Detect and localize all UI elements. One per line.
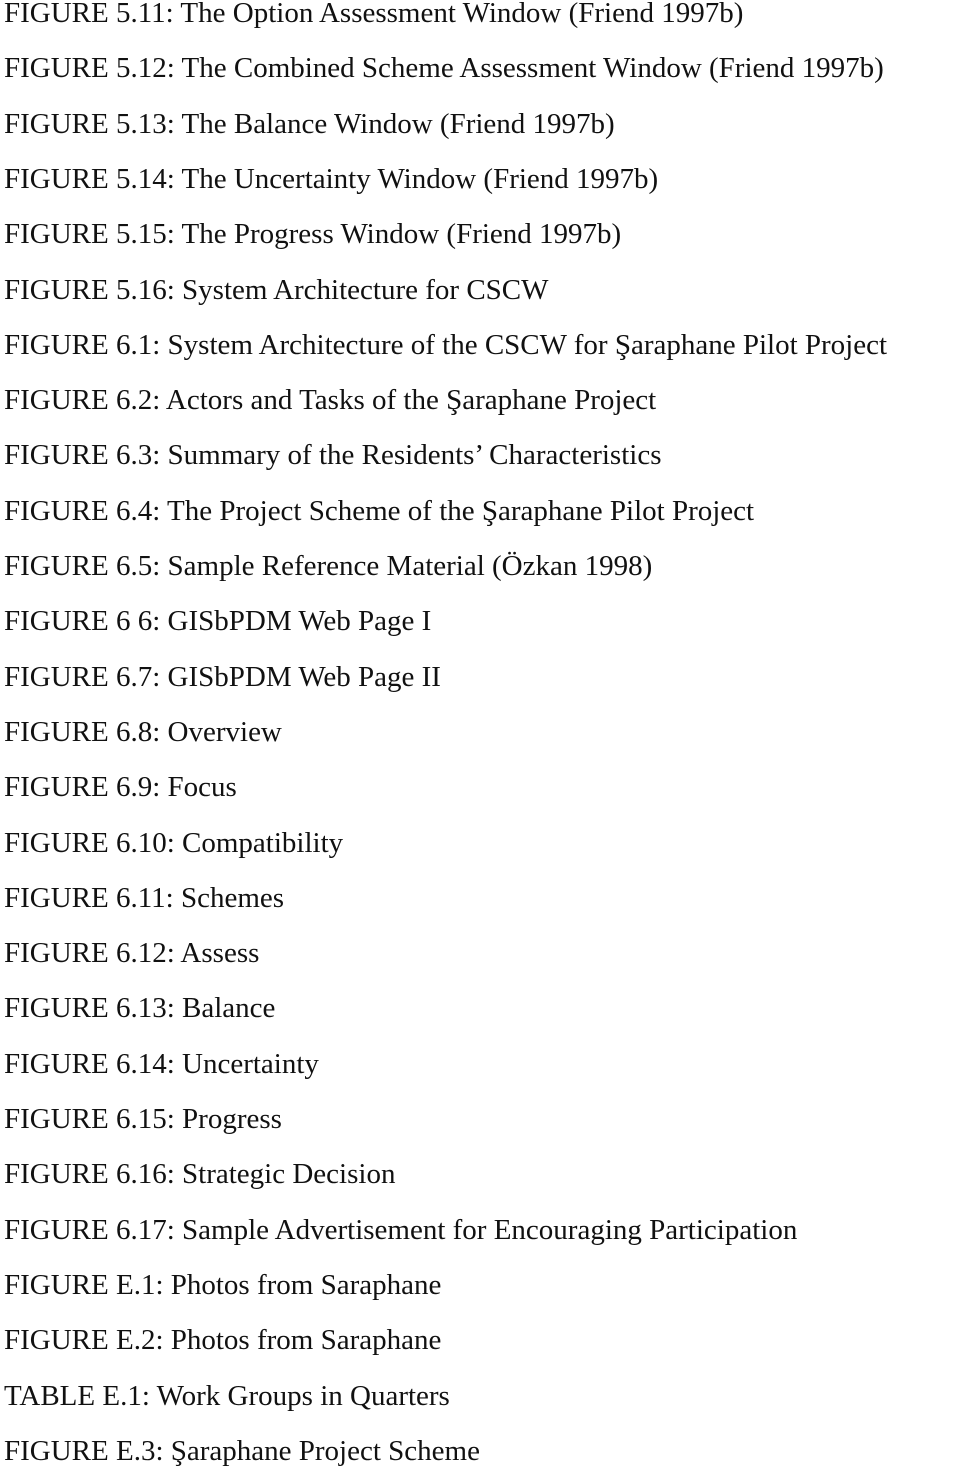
- list-of-figures-entry: FIGURE 6.2: Actors and Tasks of the Şaraphane Project: [4, 384, 657, 417]
- list-of-figures-entry: FIGURE 6.3: Summary of the Residents’ Characteristics: [4, 439, 662, 472]
- list-of-figures-entry: FIGURE 6.17: Sample Advertisement for Encouraging Participation: [4, 1213, 798, 1246]
- list-of-figures-entry: FIGURE 6.5: Sample Reference Material (Özkan 1998): [4, 550, 653, 582]
- list-of-figures-entry: FIGURE 6.10: Compatibility: [4, 826, 344, 859]
- list-of-figures-entry: FIGURE 5.13: The Balance Window (Friend 1997b): [4, 107, 615, 140]
- list-of-figures-entry: FIGURE 5.12: The Combined Scheme Assessment Window (Friend 1997b): [4, 52, 884, 85]
- list-of-figures-entry: FIGURE 6 6: GISbPDM Web Page I: [4, 605, 432, 638]
- list-of-figures-entry: FIGURE 6.7: GISbPDM Web Page II: [4, 660, 441, 693]
- list-of-figures-entry: FIGURE 6.4: The Project Scheme of the Şaraphane Pilot Project: [4, 494, 755, 527]
- list-of-figures-entry: FIGURE 5.15: The Progress Window (Friend 1997b): [4, 218, 622, 251]
- list-of-figures-entry: FIGURE 5.14: The Uncertainty Window (Friend 1997b): [4, 162, 659, 195]
- list-of-figures-entry: FIGURE E.2: Photos from Saraphane: [4, 1324, 442, 1357]
- list-of-figures-entry: TABLE E.1: Work Groups in Quarters: [4, 1379, 450, 1412]
- list-of-figures-entry: FIGURE 6.11: Schemes: [4, 881, 285, 914]
- list-of-figures-entry: FIGURE 5.11: The Option Assessment Window (Friend 1997b): [4, 0, 744, 29]
- list-of-figures-entry: FIGURE 6.15: Progress: [4, 1103, 282, 1135]
- list-of-figures-entry: FIGURE 6.9: Focus: [4, 771, 237, 804]
- list-of-figures-entry: FIGURE 6.13: Balance: [4, 992, 276, 1025]
- list-of-figures-entry: FIGURE E.1: Photos from Saraphane: [4, 1268, 442, 1301]
- list-of-figures-entry: FIGURE 6.12: Assess: [4, 937, 260, 970]
- list-of-figures-entry: FIGURE 6.8: Overview: [4, 715, 282, 748]
- list-of-figures-entry: FIGURE 5.16: System Architecture for CSCW: [4, 273, 549, 306]
- list-of-figures-entry: FIGURE 6.16: Strategic Decision: [4, 1158, 396, 1191]
- list-of-figures-entry: FIGURE 6.14: Uncertainty: [4, 1047, 319, 1080]
- list-of-figures-entry: FIGURE E.3: Şaraphane Project Scheme: [4, 1434, 480, 1467]
- list-of-figures-entry: FIGURE 6.1: System Architecture of the CSCW for Şaraphane Pilot Project: [4, 328, 888, 361]
